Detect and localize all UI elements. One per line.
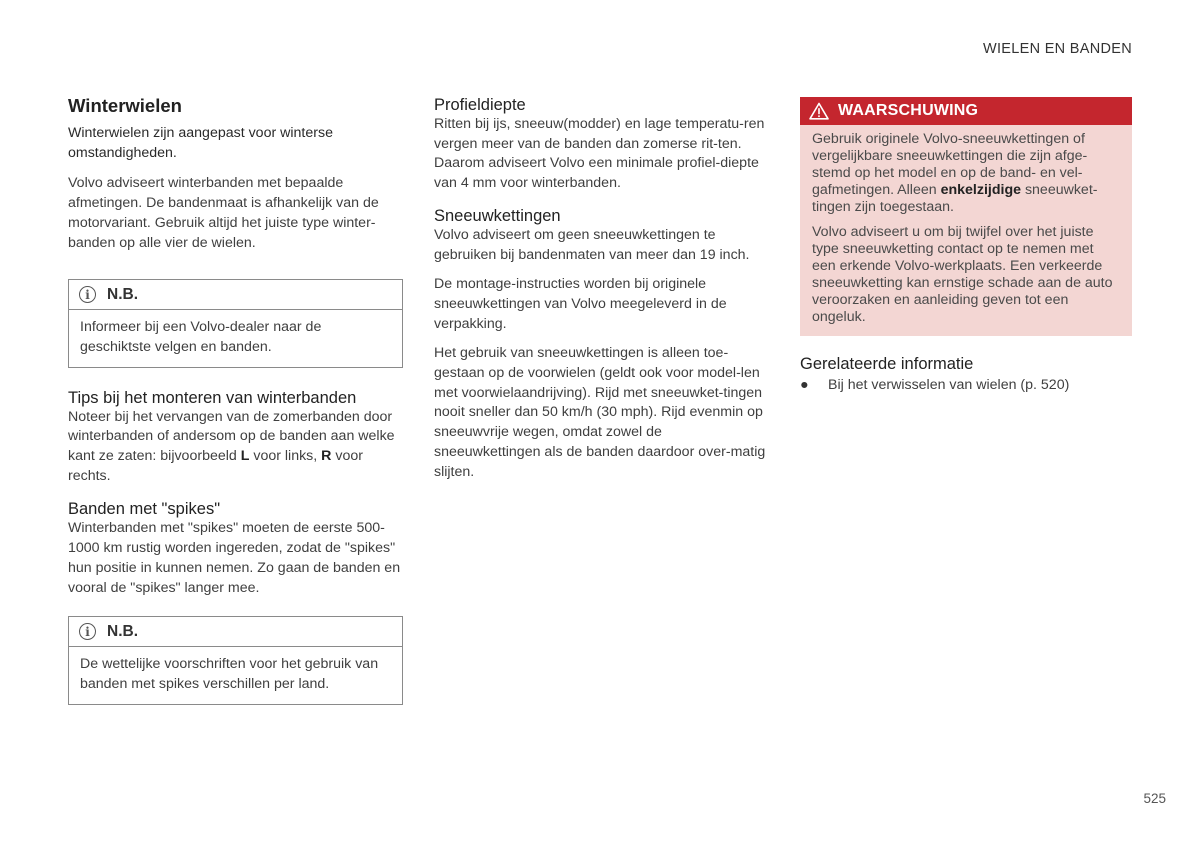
tips-heading: Tips bij het monteren van winterbanden [68, 388, 357, 407]
chains-paragraph-3: Het gebruik van sneeuwkettingen is alleen toe-gestaan op de voorwielen (geldt ook voor model-len met voorwielaandrijving). Rijd met sneeuwket-tingen nooit sneller dan 50 km/h (30 mph). Rijd evenmin op sneeuwvrije wegen, omdat zowel de sneeuwkettingen als de banden daardoor over-matig slijten. [434, 345, 766, 480]
related-heading: Gerelateerde informatie [800, 355, 974, 373]
chains-paragraph-2: De montage-instructies worden bij originele sneeuwkettingen van Volvo meegeleverd in de verpakking. [434, 276, 727, 332]
spikes-text: Winterbanden met "spikes" moeten de eerste 500-1000 km rustig worden ingereden, zodat de "spikes" hun positie in kunnen nemen. Zo gaan de banden en vooral de "spikes" langer mee. [68, 520, 401, 596]
warning-box [800, 97, 1132, 336]
info-icon: i [79, 623, 96, 640]
tips-text: Noteer bij het vervangen van de zomerbanden door winterbanden of andersom op de banden aan welke kant ze zaten: bijvoorbeeld L voor links, R voor rechts. [68, 408, 395, 484]
note-text: Informeer bij een Volvo-dealer naar de geschiktste velgen en banden. [80, 319, 322, 355]
winter-tyres-paragraph: Volvo adviseert winterbanden met bepaalde afmetingen. De bandenmaat is afhankelijk van de motorvariant. Gebruik altijd het juiste type winter-banden op alle vier de wielen. [68, 175, 379, 251]
warning-title: WAARSCHUWING [838, 102, 979, 119]
note-title: N.B. [107, 622, 138, 640]
bullet: ● [800, 377, 809, 393]
running-head: WIELEN EN BANDEN [982, 41, 1132, 57]
profile-text: Ritten bij ijs, sneeuw(modder) en lage temperatu-ren vergen meer van de banden dan zomerse rit-ten. Daarom adviseert Volvo een minimale profiel-diepte van 4 mm voor winterbanden. [434, 116, 765, 192]
column-middle [434, 95, 772, 482]
section-title: Winterwielen [68, 95, 182, 116]
note-box-spikes [68, 616, 403, 704]
chains-heading: Sneeuwkettingen [434, 206, 561, 225]
section-intro: Winterwielen zijn aangepast voor winterse omstandigheden. [68, 125, 333, 161]
note-text: De wettelijke voorschriften voor het gebruik van banden met spikes verschillen per land. [80, 656, 379, 692]
warning-triangle-icon [809, 102, 829, 120]
snow-chains-section [434, 206, 772, 482]
profile-depth-section [434, 95, 772, 194]
warning-paragraph-2: Volvo adviseert u om bij twijfel over het juiste type sneeuwketting contact op te nemen met een erkende Volvo-werkplaats. Een verkeerde sneeuwketting kan ernstige schade aan de auto veroorzaken en aanleiding geven tot een ongeluk. [812, 224, 1113, 325]
left-marker: L [240, 448, 250, 465]
note-title: N.B. [107, 285, 138, 303]
column-left [68, 95, 403, 705]
note-body [69, 310, 402, 366]
note-header [69, 280, 402, 310]
info-icon: i [79, 286, 96, 303]
note-box-dealer [68, 279, 403, 367]
spikes-section [68, 499, 403, 598]
spikes-heading: Banden met "spikes" [68, 500, 221, 519]
column-right [800, 95, 1132, 395]
warning-header [800, 97, 1132, 125]
related-link-text[interactable]: Bij het verwisselen van wielen (p. 520) [828, 377, 1070, 393]
warning-paragraph-1: Gebruik originele Volvo-sneeuwkettingen of vergelijkbare sneeuwkettingen die zijn afge-stemd op het model en op de band- en vel-gafmetingen. Alleen enkelzijdige sneeuwket-tingen zijn toegestaan. [812, 131, 1098, 215]
page-number: 525 [1143, 791, 1166, 806]
warning-body [800, 125, 1132, 336]
right-marker: R [321, 448, 332, 465]
related-link[interactable] [800, 376, 1132, 395]
related-list [800, 376, 1132, 395]
profile-heading: Profieldiepte [434, 96, 526, 114]
related-info-section [800, 354, 1132, 395]
note-body [69, 647, 402, 703]
note-header [69, 617, 402, 647]
emphasis-single-sided: enkelzijdige [940, 182, 1021, 198]
chains-paragraph-1: Volvo adviseert om geen sneeuwkettingen te gebruiken bij bandenmaten van meer dan 19 inch. [434, 226, 750, 263]
tips-section [68, 388, 403, 487]
